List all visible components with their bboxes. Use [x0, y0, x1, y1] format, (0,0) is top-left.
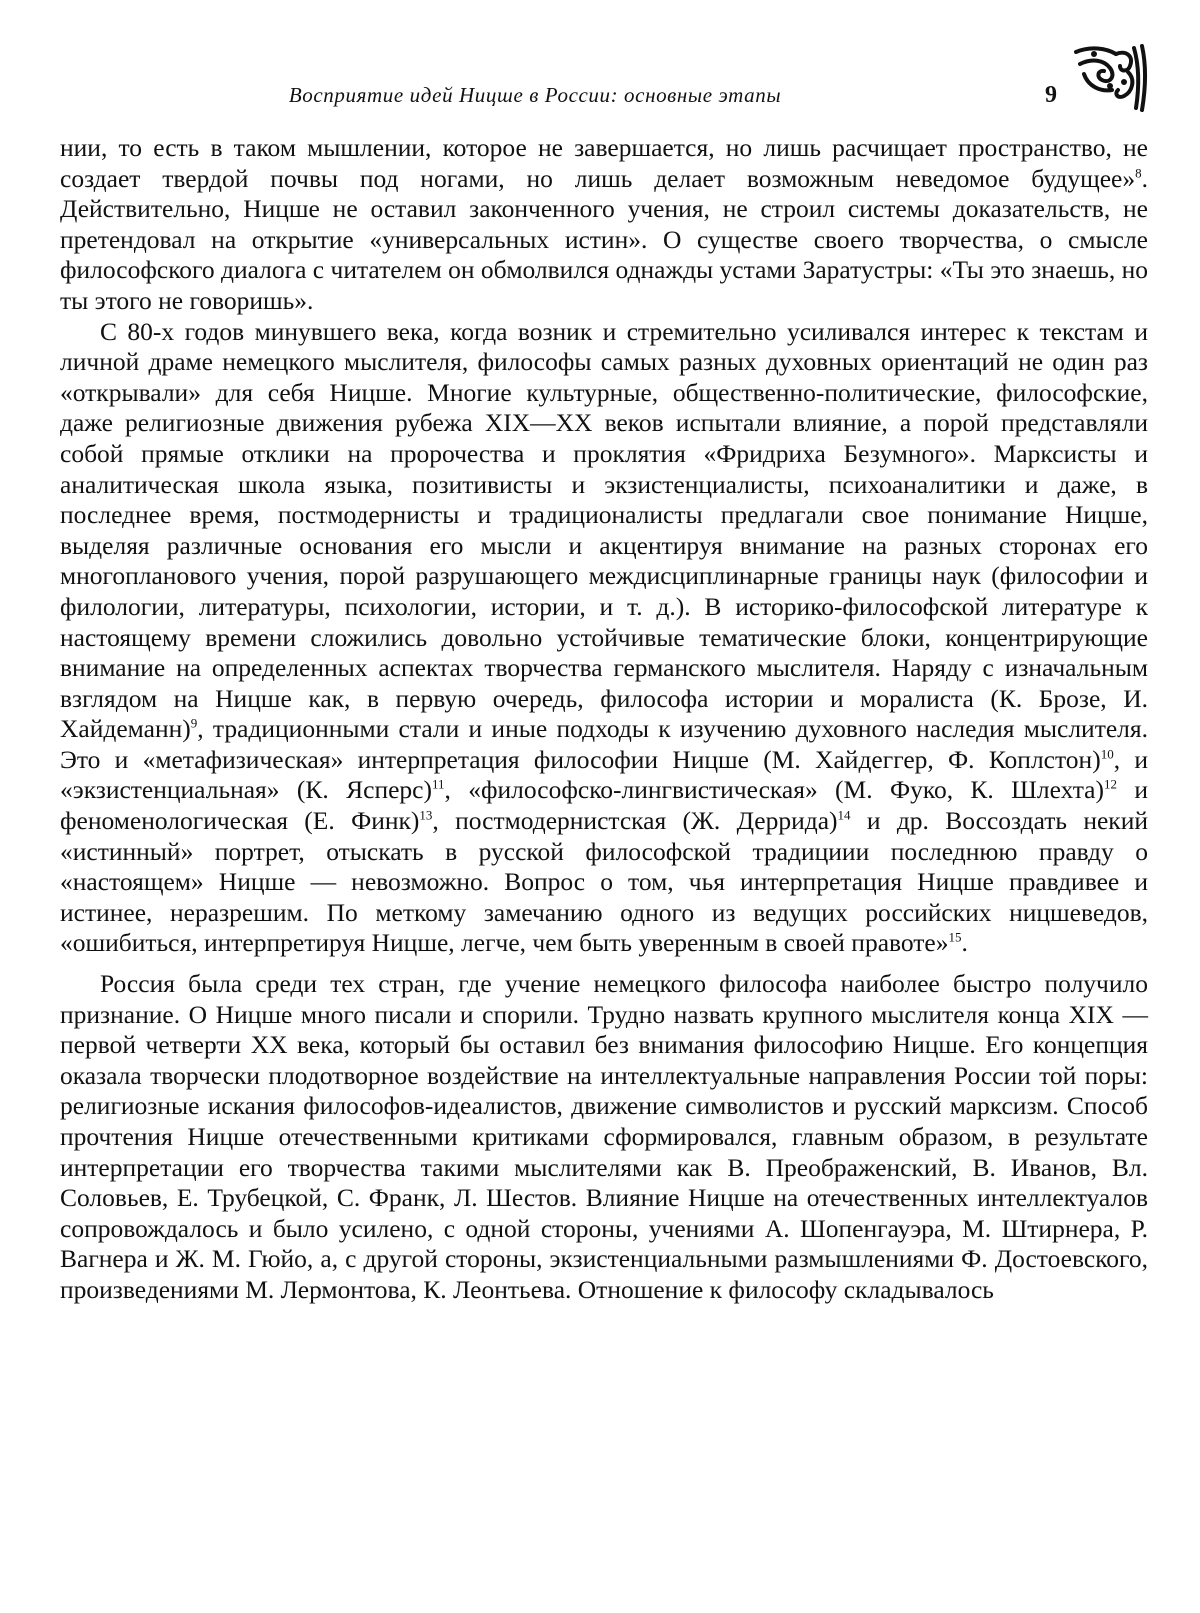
text-run: С 80-х годов минувшего века, когда возник и стремительно усиливался интерес к текстам и личной драме немецкого мыслителя, философы самых разных духовных ориентаций не один раз «открывали» для себя Ницше. Многие культурные, общественно-политические, философские, даже религиозные движения рубежа XIX—XX веков испытали влияние, а порой представляли собой прямые отклики на пророчества и проклятия «Фридриха Безумного». Марксисты и аналитическая школа языка, позитивисты и экзистенциалисты, психоаналитики и даже, в последнее время, постмодернисты и традиционалисты предлагали свое понимание Ницше, выделяя различные основания его мысли и акцентируя внимание на разных сторонах его многопланового учения, порой разрушающего междисциплинарные границы наук (философии и филологии, литературы, психологии, истории, и т. д.). В историко-философской литературе к настоящему времени сложились довольно устойчивые тематические блоки, концентрирующие внимание на определенных аспектах творчества германского мыслителя. Наряду с изначальным взглядом на Ницше как, в первую очередь, философа истории и моралиста (К. Брозе, И. Хайдеманн): [60, 316, 1148, 744]
text-run: . Действительно, Ницше не оставил законченного учения, не строил системы доказательств, не претендовал на открытие «универсальных истин». О существе своего творчества, о смысле философского диалога с читателем он обмолвился однажды устами Заратустры: «Ты это знаешь, но ты этого не говоришь».: [60, 163, 1148, 315]
running-head: [60, 70, 1060, 120]
text-run: , традиционными стали и иные подходы к изучению духовного наследия мыслителя. Это и «метафизическая» интерпретация философии Ницше (М. Хайдеггер, Ф. Коплстон): [60, 714, 1148, 774]
text-run: , «философско-лингвистическая» (М. Фуко, К. Шлехта): [444, 775, 1104, 805]
text-run: .: [961, 928, 968, 958]
text-run: , постмодернистская (Ж. Деррида): [432, 806, 838, 836]
page-number: 9: [1045, 82, 1057, 108]
text-run: нии, то есть в таком мышлении, которое не завершается, но лишь расчищает пространство, не создает твердой почвы под ногами, но лишь делает возможным неведомое будущее»: [60, 133, 1148, 193]
paragraph: [60, 317, 1148, 959]
running-title: Восприятие идей Ницше в России: основные этапы: [288, 83, 782, 107]
footnote-marker[interactable]: 15: [948, 929, 962, 945]
footnote-marker[interactable]: 10: [1100, 746, 1114, 762]
paragraph: [60, 133, 1148, 317]
corner-flourish-icon: [1070, 42, 1148, 114]
footnote-marker[interactable]: 11: [431, 776, 445, 792]
text-run: Россия была среди тех стран, где учение немецкого философа наиболее быстро получило признание. О Ницше много писали и спорили. Трудно назвать крупного мыслителя конца XIX — первой четверти XX века, который бы оставил без внимания философию Ницше. Его концепция оказала творчески плодотворное воздействие на интеллектуальные направления России той поры: религиозные искания философов-идеалистов, движение символистов и русский марксизм. Способ прочтения Ницше отечественными критиками сформировался, главным образом, в результате интерпретации его творчества такими мыслителями как В. Преображенский, В. Иванов, Вл. Соловьев, Е. Трубецкой, С. Франк, Л. Шестов. Влияние Ницше на отечественных интеллектуалов сопровождалось и было усилено, с одной стороны, учениями А. Шопенгауэра, М. Штирнера, Р. Вагнера и Ж. М. Гюйо, а, с другой стороны, экзистенциальными размышлениями Ф. Достоевского, произведениями М. Лермонтова, К. Леонтьева. Отношение к философу складывалось: [60, 969, 1148, 1304]
text-run: , и «экзистенциальная» (К. Ясперс): [60, 744, 1148, 805]
footnote-marker[interactable]: 8: [1135, 165, 1142, 181]
footnote-marker[interactable]: 12: [1103, 776, 1117, 792]
footnote-marker[interactable]: 13: [419, 807, 433, 823]
footnote-marker[interactable]: 9: [190, 715, 198, 731]
body-text: [60, 133, 1148, 1306]
paragraph: [60, 969, 1148, 1306]
text-run: и др. Воссоздать некий «истинный» портрет, отыскать в русской философской традициии последнюю правду о «настоящем» Ницше — невозможно. Вопрос о том, чья интерпретация Ницше правдивее и истинее, неразрешим. По меткому замечанию одного из ведущих российских ницшеведов, «ошибиться, интерпретируя Ницше, легче, чем быть уверенным в своей правоте»: [60, 806, 1148, 958]
footnote-marker[interactable]: 14: [837, 807, 851, 823]
text-run: и феноменологическая (Е. Финк): [60, 775, 1148, 836]
